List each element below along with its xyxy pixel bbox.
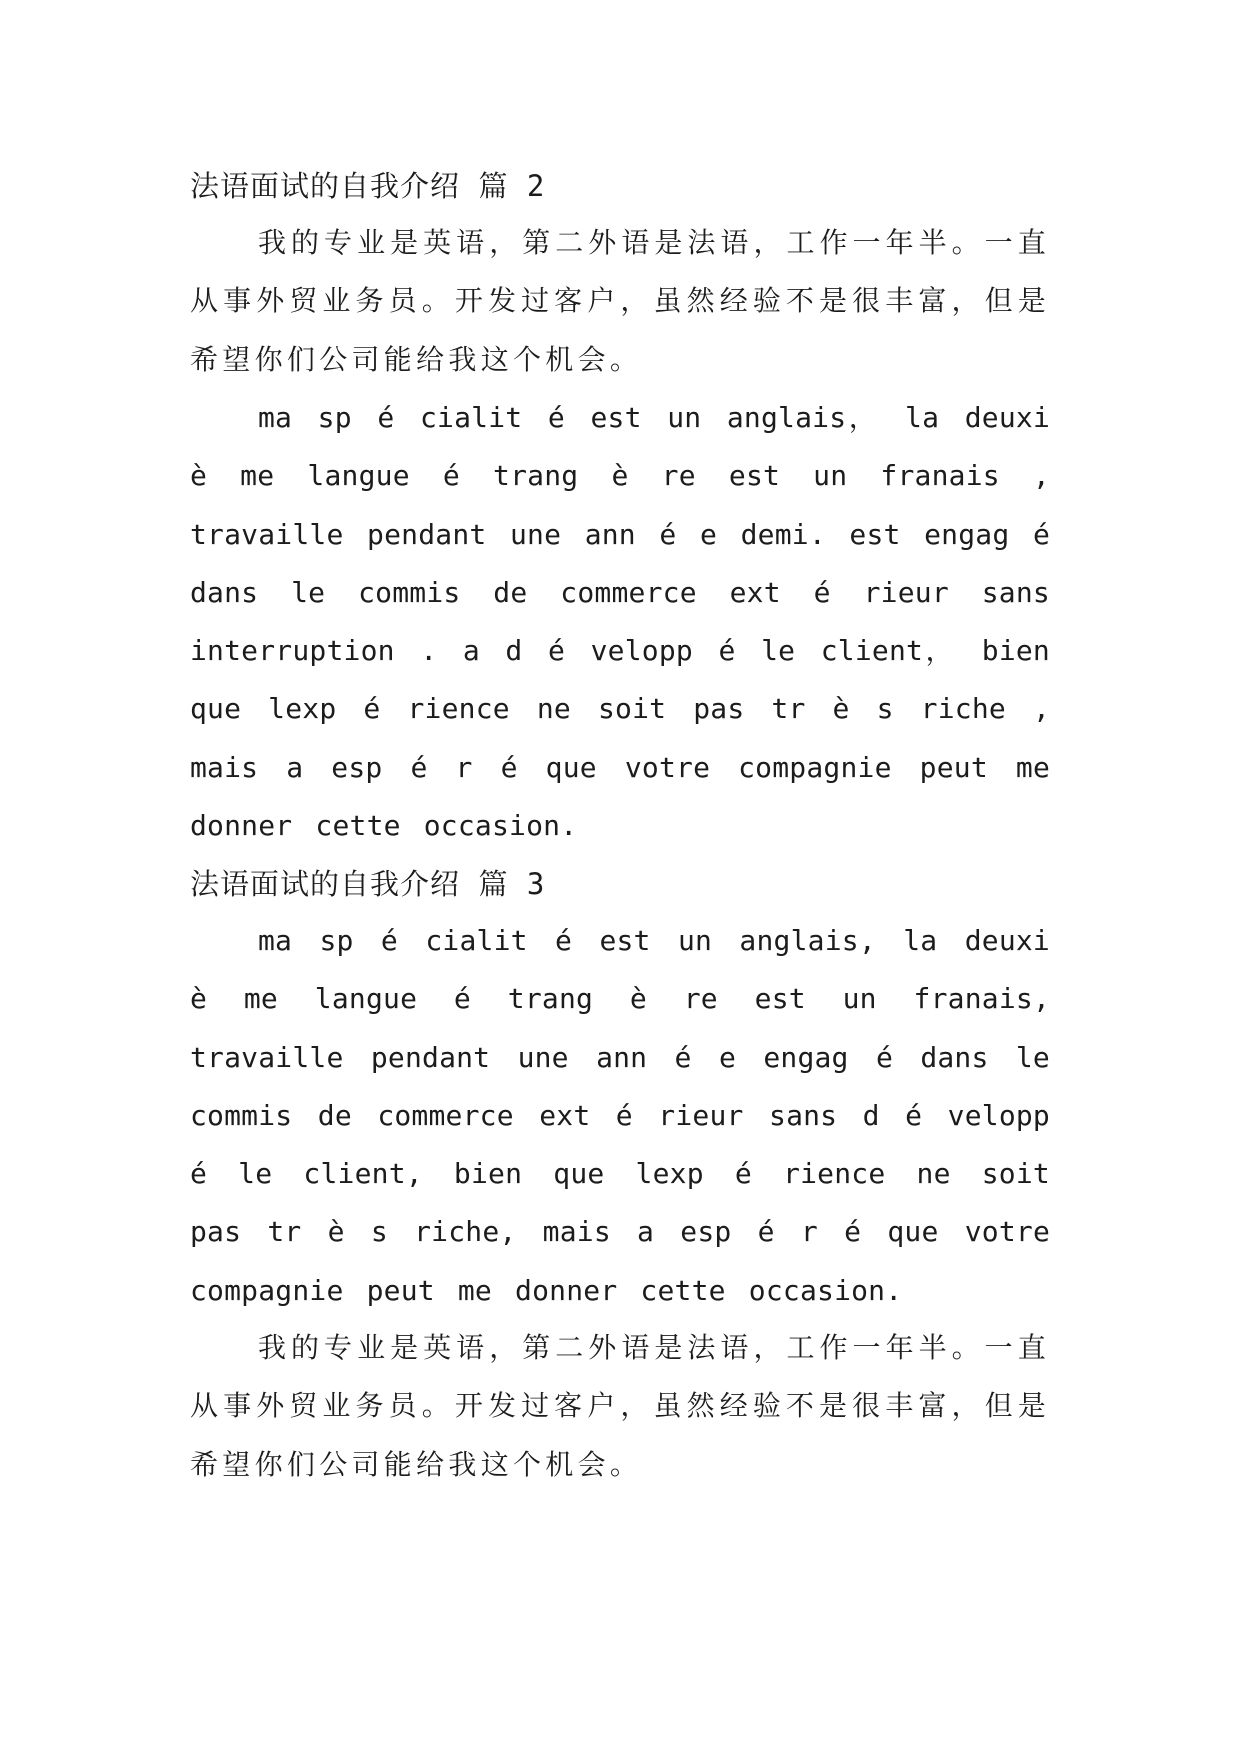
section-heading-2: 法语面试的自我介绍 篇 2: [190, 169, 546, 203]
section-3-paragraph-french: ma sp é cialit é est un anglais, la deuxi è me langue é trang è re est un franais, travaille pendant une ann é e engag é dans le commis de commerce ext é rieur sans d é velopp é le client, bien que lexp é rience ne soit pas tr è s riche, mais a esp é r é que votre compagnie peut me donner cette occasion.: [190, 924, 1050, 1307]
section-2-paragraph-chinese: 我的专业是英语，第二外语是法语，工作一年半。一直从事外贸业务员。开发过客户，虽然经验不是很丰富，但是希望你们公司能给我这个机会。: [190, 226, 1050, 376]
section-3-paragraph-chinese: 我的专业是英语，第二外语是法语，工作一年半。一直从事外贸业务员。开发过客户，虽然经验不是很丰富，但是希望你们公司能给我这个机会。: [190, 1331, 1050, 1481]
section-2-paragraph-french: ma sp é cialit é est un anglais， la deuxi è me langue é trang è re est un franais , travaille pendant une ann é e demi. est engag é dans le commis de commerce ext é rieur sans interruption . a d é velopp é le client， bien que lexp é rience ne soit pas tr è s riche , mais a esp é r é que votre compagnie peut me donner cette occasion.: [190, 401, 1050, 843]
section-heading-3: 法语面试的自我介绍 篇 3: [190, 867, 546, 901]
